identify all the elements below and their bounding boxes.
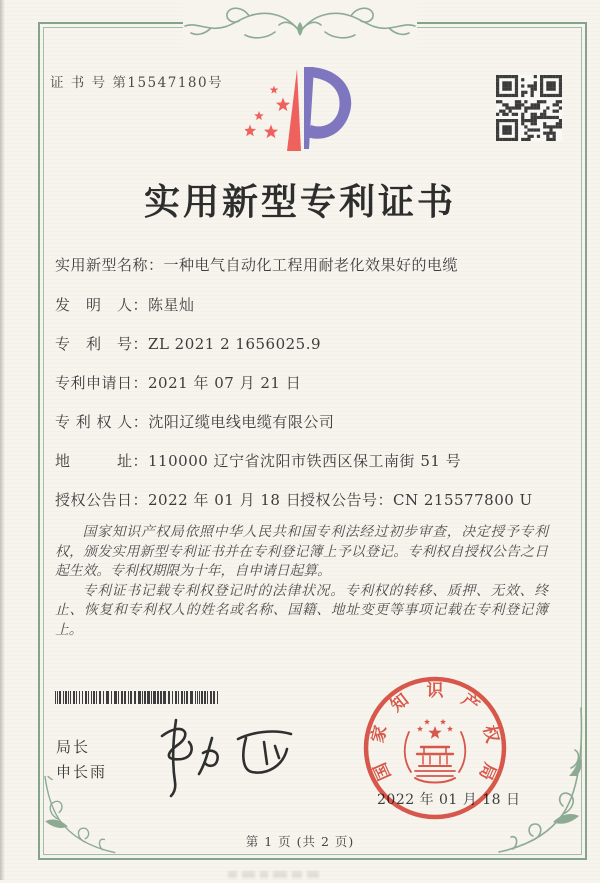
field-value: 沈阳辽缆电线电缆有限公司 <box>148 413 335 431</box>
svg-text:家: 家 <box>367 723 392 745</box>
svg-text:产: 产 <box>457 689 483 717</box>
field-value: 110000 辽宁省沈阳市铁西区保工南街 51 号 <box>148 452 462 470</box>
seal-date: 2022 年 01 月 18 日 <box>377 792 521 808</box>
legal-text-block <box>55 523 548 640</box>
director-title-label: 局长 <box>56 738 91 756</box>
legal-paragraph-2: 专利证书记载专利权登记时的法律状况。专利权的转移、质押、无效、终止、恢复和专利权人的姓名或名称、国籍、地址变更等事项记载在专利登记簿上。 <box>55 582 548 638</box>
field-row-utility-model-name <box>55 254 555 275</box>
field-row-address <box>55 450 555 471</box>
qr-code <box>496 75 562 141</box>
national-emblem-icon <box>405 719 466 783</box>
barcode <box>55 691 222 704</box>
field-label: 专 利 号： <box>55 335 149 353</box>
page-number: 第 1 页 (共 2 页) <box>245 834 355 849</box>
field-row-patentee <box>55 411 555 432</box>
show-through-smudge <box>228 864 324 883</box>
grant-date-pair <box>55 491 301 509</box>
field-row-grant-info <box>55 489 555 510</box>
field-value: 2021 年 07 月 21 日 <box>148 374 302 392</box>
field-label: 专利申请日： <box>55 374 149 392</box>
field-value: 一种电气自动化工程用耐老化效果好的电缆 <box>163 256 459 274</box>
top-flourish-ornament-icon <box>183 2 417 50</box>
director-name-label: 申长雨 <box>56 763 108 781</box>
legal-paragraph-1: 国家知识产权局依照中华人民共和国专利法经过初步审查，决定授予专利权，颁发实用新型专利证书并在专利登记簿上予以登记。专利权自授权公告之日起生效。专利权期限为十年，自申请日起算。 <box>55 524 548 579</box>
field-label: 发 明 人： <box>55 296 149 314</box>
field-value: ZL 2021 2 1656025.9 <box>148 335 322 353</box>
field-row-inventor <box>55 294 555 315</box>
grant-number-pair <box>300 489 533 510</box>
svg-text:知: 知 <box>387 689 413 717</box>
certificate-number: 证 书 号 第15547180号 <box>50 75 224 91</box>
field-row-filing-date <box>55 372 555 393</box>
svg-text:识: 识 <box>426 681 444 701</box>
field-value: 2022 年 01 月 18 日 <box>148 491 302 509</box>
official-seal <box>357 670 513 826</box>
scan-edge-shadow <box>0 0 5 880</box>
field-value: CN 215577800 U <box>393 491 533 509</box>
svg-text:国: 国 <box>370 759 396 784</box>
svg-text:局: 局 <box>474 759 500 784</box>
field-label: 地 址： <box>55 452 149 470</box>
field-label: 专 利 权 人： <box>55 413 149 431</box>
cnipa-logo-icon <box>245 63 355 159</box>
director-handwritten-signature <box>148 708 318 803</box>
certificate-title: 实用新型专利证书 <box>143 181 456 223</box>
field-label: 授权公告号： <box>300 491 394 509</box>
field-label: 实用新型名称： <box>55 256 164 274</box>
field-label: 授权公告日： <box>55 491 149 509</box>
field-value: 陈星灿 <box>148 296 195 314</box>
svg-text:权: 权 <box>478 723 503 745</box>
field-row-patent-number <box>55 333 555 354</box>
